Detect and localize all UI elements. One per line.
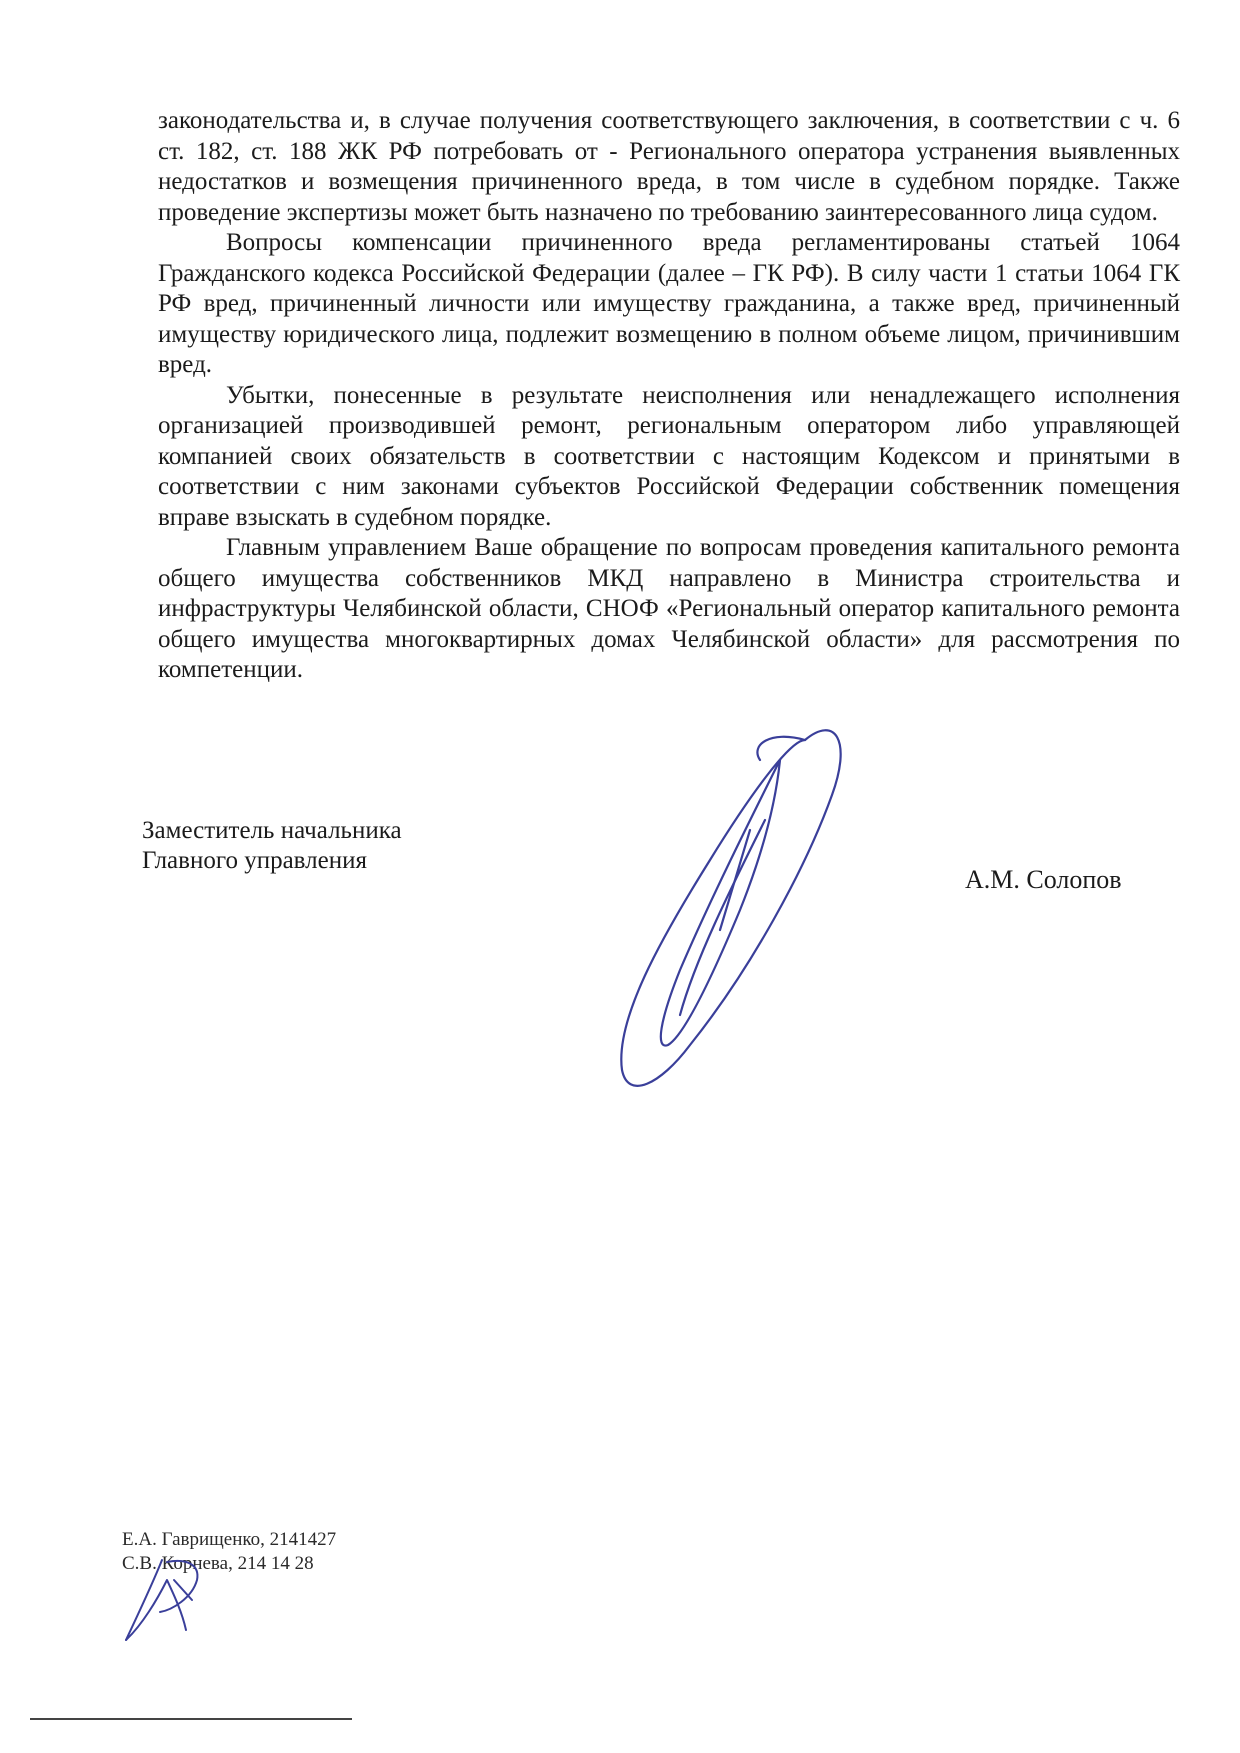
signer-position-line-2: Главного управления: [142, 847, 367, 874]
footer-rule: [30, 1718, 352, 1720]
paragraph-3: Убытки, понесенные в результате неисполнения или ненадлежащего исполнения организацией производившей ремонт, региональным оператором либо управляющей компанией своих обязательств в соответствии с настоящим Кодексом и принятыми в соответствии с ним законами субъектов Российской Федерации собственник помещения вправе взыскать в судебном порядке.: [158, 381, 1180, 531]
paragraph-2: Вопросы компенсации причиненного вреда регламентированы статьей 1064 Гражданского кодекса Российской Федерации (далее – ГК РФ). В силу части 1 статьи 1064 ГК РФ вред, причиненный личности или имуществу гражданина, а также вред, причиненный имуществу юридического лица, подлежит возмещению в полном объеме лицом, причинившим вред.: [158, 229, 1180, 378]
signer-position-line-1: Заместитель начальника: [142, 817, 402, 844]
signer-position: [142, 816, 402, 876]
initials-signature: [112, 1540, 222, 1650]
handwritten-signature: [600, 700, 860, 1120]
paragraph-1: законодательства и, в случае получения соответствующего заключения, в соответствии с ч. 6 ст. 182, ст. 188 ЖК РФ потребовать от - Регионального оператора устранения выявленных недостатков и возмещения причиненного вреда, в том числе в судебном порядке. Также проведение экспертизы может быть назначено по требованию заинтересованного лица судом.: [158, 107, 1180, 226]
paragraph-4: Главным управлением Ваше обращение по вопросам проведения капитального ремонта общего имущества собственников МКД направлено в Министра строительства и инфраструктуры Челябинской области, СНОФ «Региональный оператор капитального ремонта общего имущества многоквартирных домах Челябинской области» для рассмотрения по компетенции.: [158, 534, 1180, 683]
executor-line-1: Е.А. Гаврищенко, 2141427: [122, 1529, 337, 1550]
executor-line-2: С.В. Корнева, 214 14 28: [122, 1553, 314, 1574]
signer-name: А.М. Солопов: [965, 865, 1122, 894]
letter-body: [158, 106, 1180, 686]
